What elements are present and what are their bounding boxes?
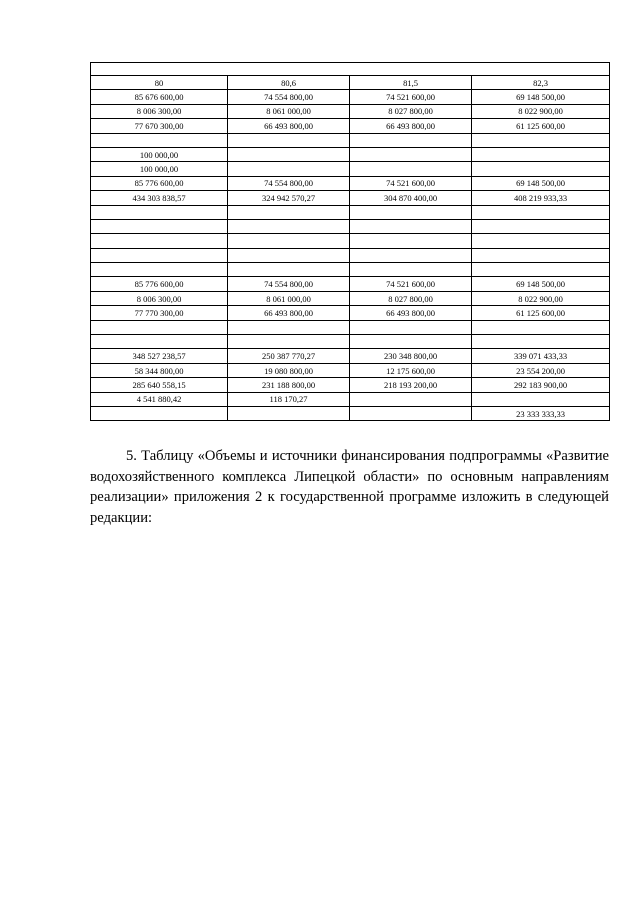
table-cell bbox=[228, 263, 350, 277]
header-cell: 80 bbox=[91, 76, 228, 90]
table-cell: 66 493 800,00 bbox=[228, 306, 350, 320]
table-cell: 8 022 900,00 bbox=[472, 104, 610, 118]
table-cell: 19 080 800,00 bbox=[228, 363, 350, 377]
table-cell bbox=[91, 406, 228, 420]
table-cell: 8 022 900,00 bbox=[472, 291, 610, 305]
table-cell bbox=[91, 205, 228, 219]
table-cell: 74 554 800,00 bbox=[228, 277, 350, 291]
table-cell: 348 527 238,57 bbox=[91, 349, 228, 363]
table-cell bbox=[91, 133, 228, 147]
table-cell: 100 000,00 bbox=[91, 147, 228, 161]
table-row bbox=[91, 133, 610, 147]
table-cell: 61 125 600,00 bbox=[472, 306, 610, 320]
table-cell bbox=[228, 248, 350, 262]
table-cell bbox=[228, 219, 350, 233]
table-cell: 69 148 500,00 bbox=[472, 90, 610, 104]
table-row bbox=[91, 191, 610, 205]
table-cell: 8 027 800,00 bbox=[350, 104, 472, 118]
table-cell bbox=[91, 234, 228, 248]
table-cell: 66 493 800,00 bbox=[228, 119, 350, 133]
table-row bbox=[91, 263, 610, 277]
table-cell: 292 183 900,00 bbox=[472, 378, 610, 392]
header-cell: 81,5 bbox=[350, 76, 472, 90]
table-cell: 218 193 200,00 bbox=[350, 378, 472, 392]
table-cell bbox=[350, 320, 472, 334]
table-cell bbox=[350, 392, 472, 406]
table-cell: 77 670 300,00 bbox=[91, 119, 228, 133]
table-row bbox=[91, 392, 610, 406]
table-cell bbox=[472, 263, 610, 277]
table-row bbox=[91, 277, 610, 291]
table-header-row bbox=[91, 76, 610, 90]
table-cell bbox=[350, 335, 472, 349]
table-row bbox=[91, 147, 610, 161]
table-cell bbox=[91, 248, 228, 262]
table-row bbox=[91, 248, 610, 262]
table-cell: 69 148 500,00 bbox=[472, 176, 610, 190]
table-cell: 69 148 500,00 bbox=[472, 277, 610, 291]
section-5-paragraph: 5. Таблицу «Объемы и источники финансирования подпрограммы «Развитие водохозяйственного комплекса Липецкой области» по основным направлениям реализации» приложения 2 к государственной программе изложить в следующей редакции: bbox=[90, 448, 609, 526]
table-cell: 77 770 300,00 bbox=[91, 306, 228, 320]
table-cell bbox=[91, 320, 228, 334]
table-row bbox=[91, 349, 610, 363]
table-cell: 8 006 300,00 bbox=[91, 104, 228, 118]
table-cell bbox=[350, 219, 472, 233]
table-cell bbox=[228, 205, 350, 219]
table-cell: 12 175 600,00 bbox=[350, 363, 472, 377]
header-cell: 80,6 bbox=[228, 76, 350, 90]
table-row bbox=[91, 162, 610, 176]
table-row bbox=[91, 320, 610, 334]
table-cell bbox=[472, 147, 610, 161]
table-cell: 23 554 200,00 bbox=[472, 363, 610, 377]
table-cell bbox=[472, 219, 610, 233]
table-cell bbox=[472, 205, 610, 219]
table-top-cell bbox=[91, 63, 610, 76]
table-cell: 58 344 800,00 bbox=[91, 363, 228, 377]
table-row bbox=[91, 219, 610, 233]
table-cell bbox=[91, 263, 228, 277]
table-cell bbox=[472, 234, 610, 248]
table-cell bbox=[472, 392, 610, 406]
table-cell bbox=[228, 147, 350, 161]
table-cell: 66 493 800,00 bbox=[350, 306, 472, 320]
table-cell: 324 942 570,27 bbox=[228, 191, 350, 205]
table-cell bbox=[350, 162, 472, 176]
table-top-row bbox=[91, 63, 610, 76]
table-row bbox=[91, 119, 610, 133]
table-cell bbox=[472, 320, 610, 334]
table-cell bbox=[350, 133, 472, 147]
table-row bbox=[91, 291, 610, 305]
table-cell: 61 125 600,00 bbox=[472, 119, 610, 133]
table-cell: 74 521 600,00 bbox=[350, 277, 472, 291]
table-cell: 74 554 800,00 bbox=[228, 90, 350, 104]
table-cell: 118 170,27 bbox=[228, 392, 350, 406]
table-cell bbox=[472, 335, 610, 349]
table-cell bbox=[350, 234, 472, 248]
table-row bbox=[91, 205, 610, 219]
table-cell: 8 061 000,00 bbox=[228, 104, 350, 118]
table-cell: 85 676 600,00 bbox=[91, 90, 228, 104]
table-cell bbox=[228, 406, 350, 420]
table-cell: 339 071 433,33 bbox=[472, 349, 610, 363]
table-cell: 230 348 800,00 bbox=[350, 349, 472, 363]
header-cell: 82,3 bbox=[472, 76, 610, 90]
table-cell bbox=[228, 335, 350, 349]
table-cell: 85 776 600,00 bbox=[91, 176, 228, 190]
table-cell bbox=[472, 162, 610, 176]
table-cell bbox=[228, 162, 350, 176]
table-cell: 74 521 600,00 bbox=[350, 176, 472, 190]
table-cell: 85 776 600,00 bbox=[91, 277, 228, 291]
table-cell: 4 541 880,42 bbox=[91, 392, 228, 406]
table-row bbox=[91, 363, 610, 377]
table-cell bbox=[228, 320, 350, 334]
table-cell bbox=[350, 147, 472, 161]
table-cell bbox=[350, 205, 472, 219]
table-row bbox=[91, 335, 610, 349]
table-cell: 250 387 770,27 bbox=[228, 349, 350, 363]
table-cell: 408 219 933,33 bbox=[472, 191, 610, 205]
table-row bbox=[91, 90, 610, 104]
table-cell: 434 303 838,57 bbox=[91, 191, 228, 205]
table-cell bbox=[350, 263, 472, 277]
table-row bbox=[91, 378, 610, 392]
table-row bbox=[91, 406, 610, 420]
table-cell: 23 333 333,33 bbox=[472, 406, 610, 420]
table-cell bbox=[472, 133, 610, 147]
table-cell: 74 554 800,00 bbox=[228, 176, 350, 190]
table-cell: 74 521 600,00 bbox=[350, 90, 472, 104]
table-cell: 100 000,00 bbox=[91, 162, 228, 176]
financing-table bbox=[90, 62, 610, 421]
table-row bbox=[91, 104, 610, 118]
table-cell: 231 188 800,00 bbox=[228, 378, 350, 392]
table-cell: 304 870 400,00 bbox=[350, 191, 472, 205]
table-cell: 66 493 800,00 bbox=[350, 119, 472, 133]
table-cell bbox=[228, 133, 350, 147]
table-cell bbox=[91, 219, 228, 233]
table-cell bbox=[472, 248, 610, 262]
table-cell: 285 640 558,15 bbox=[91, 378, 228, 392]
table-row bbox=[91, 234, 610, 248]
table-cell bbox=[350, 248, 472, 262]
table-cell: 8 027 800,00 bbox=[350, 291, 472, 305]
table-cell bbox=[350, 406, 472, 420]
table-row bbox=[91, 306, 610, 320]
table-cell bbox=[91, 335, 228, 349]
table-cell bbox=[228, 234, 350, 248]
table-row bbox=[91, 176, 610, 190]
table-cell: 8 006 300,00 bbox=[91, 291, 228, 305]
table-cell: 8 061 000,00 bbox=[228, 291, 350, 305]
